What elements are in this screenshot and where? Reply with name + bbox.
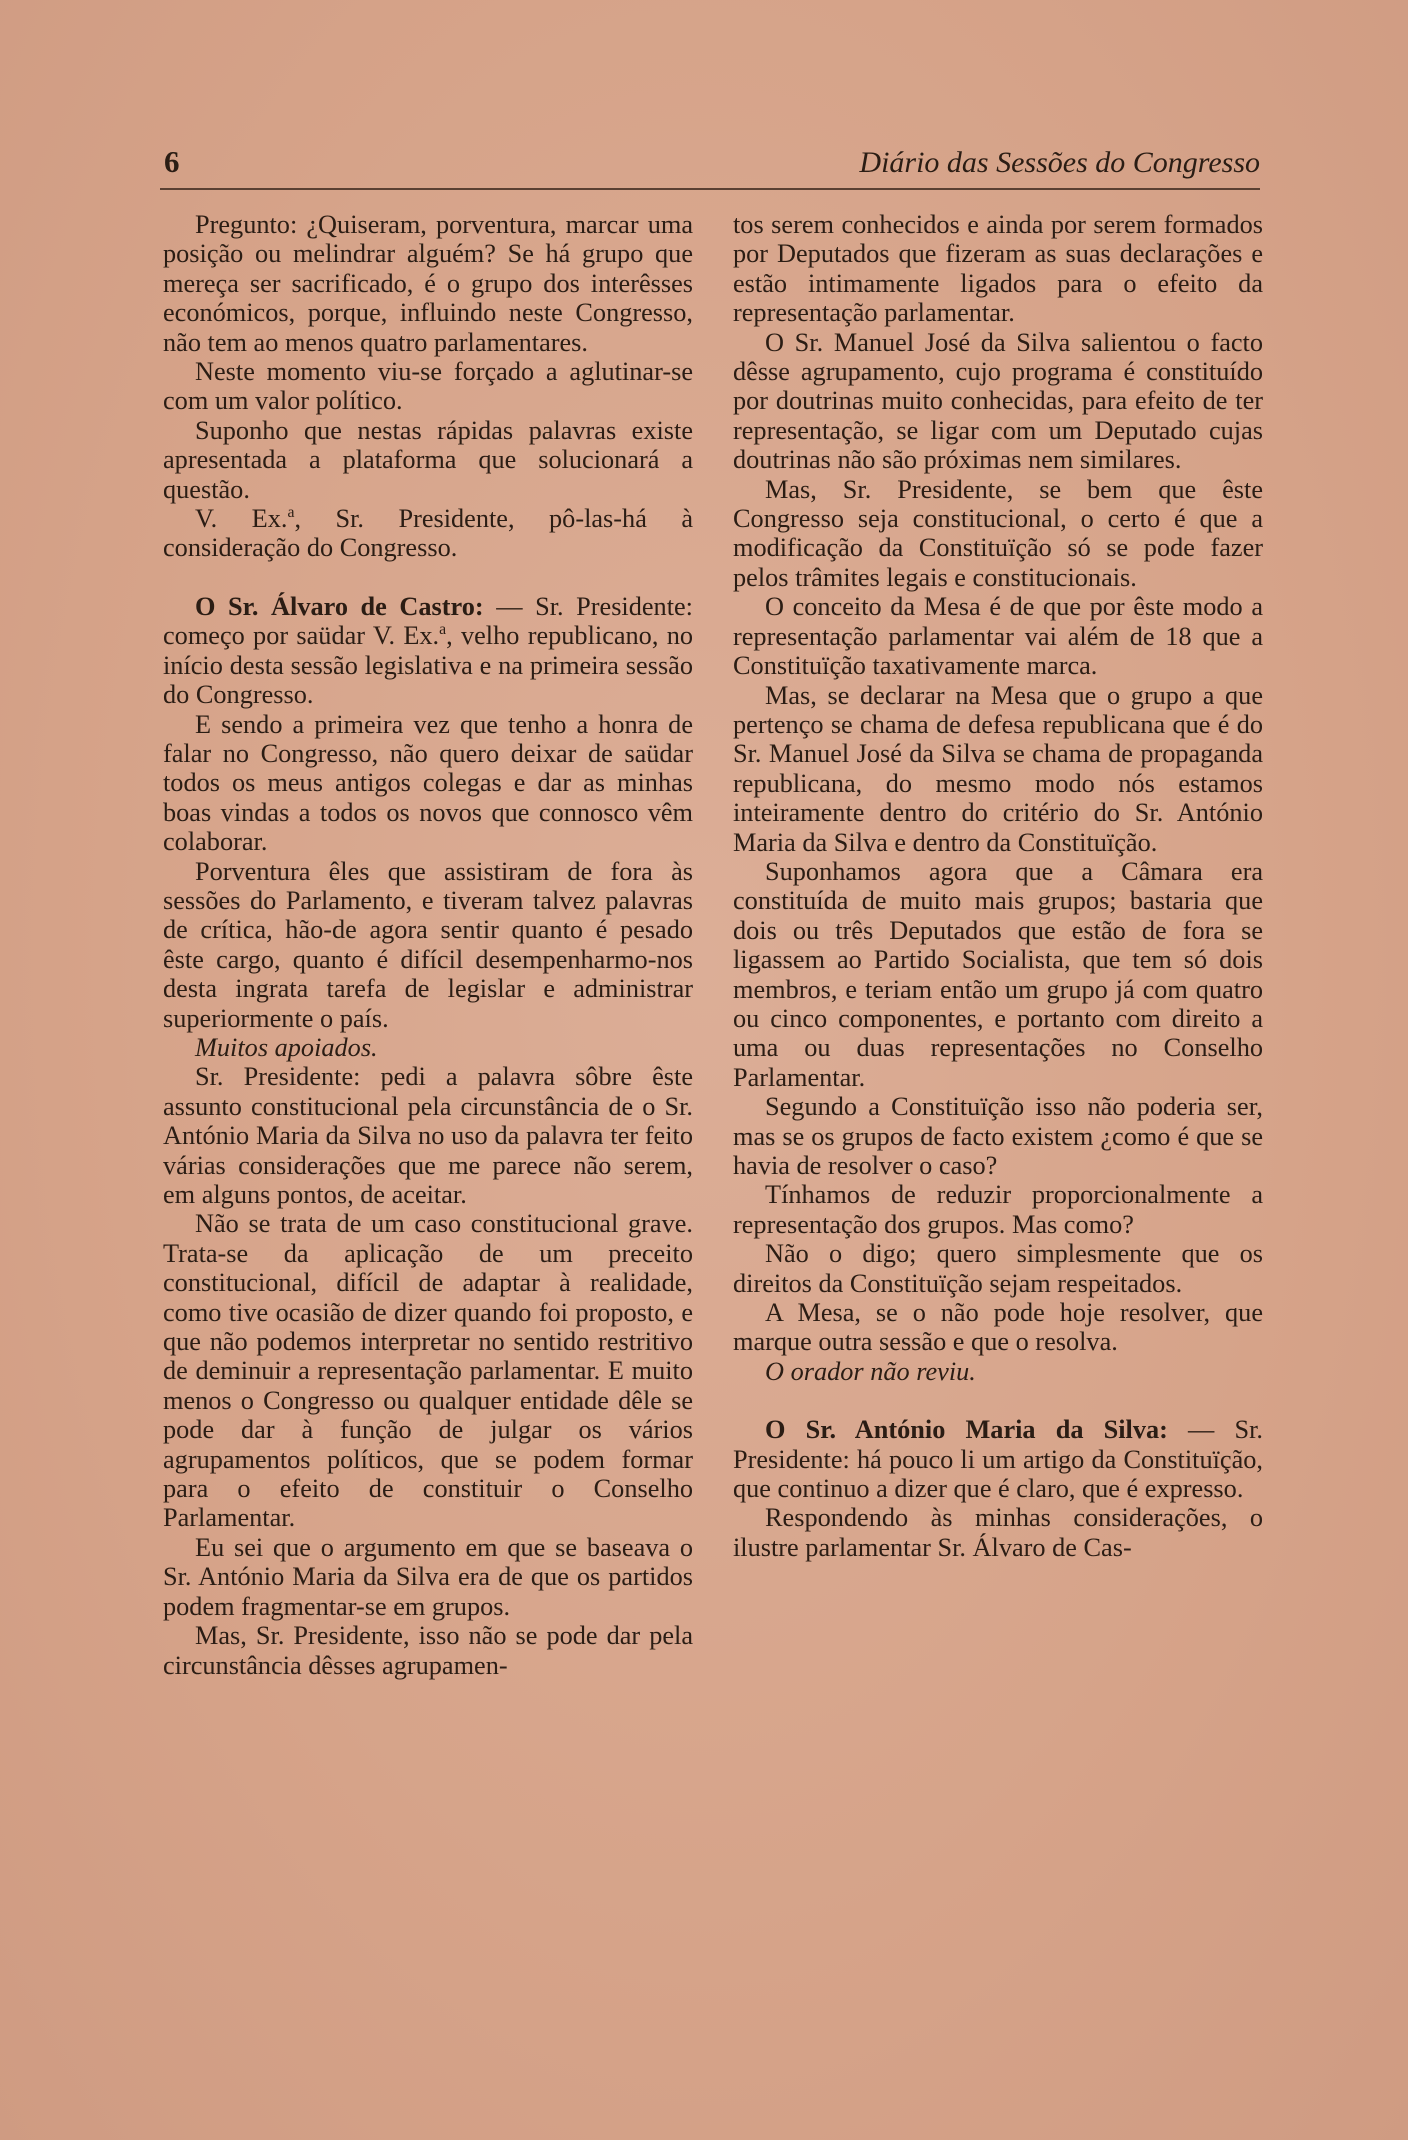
paragraph: Suponho que nestas rápidas palavras existe apresentada a plataforma que solucionará a questão. [163, 415, 693, 504]
paragraph: Pregunto: ¿Quiseram, porventura, marcar uma posição ou melindrar alguém? Se há grupo que mereça ser sacrificado, é o grupo dos interêsses económicos, porque, influindo neste Congresso, não tem ao menos quatro parlamentares. [163, 210, 693, 357]
speech-start [163, 592, 693, 710]
paragraph: Mas, se declarar na Mesa que o grupo a que pertenço se chama de defesa republicana que é do Sr. Manuel José da Silva se chama de propaganda republicana, do mesmo modo nós estamos inteiramente dentro do critério do Sr. António Maria da Silva e dentro da Constituïção. [733, 680, 1263, 857]
running-title: Diário das Sessões do Congresso [859, 146, 1260, 179]
speech-start [733, 1415, 1263, 1503]
text-run: — Sr. Presidente: começo por saüdar V. Ex. [163, 591, 693, 651]
text-run: , Sr. Presidente, pô-las-há à consideração do Congresso. [163, 504, 693, 563]
page-header [160, 140, 1260, 190]
paragraph: O conceito da Mesa é de que por êste modo a representação parlamentar vai além de 18 que a Constituïção taxativamente marca. [733, 592, 1263, 681]
paragraph: Não o digo; quero simplesmente que os direitos da Constituïção sejam respeitados. [733, 1239, 1263, 1298]
paragraph: Segundo a Constituïção isso não poderia ser, mas se os grupos de facto existem ¿como é que se havia de resolver o caso? [733, 1092, 1263, 1180]
paragraph: A Mesa, se o não pode hoje resolver, que marque outra sessão e que o resolva. [733, 1298, 1263, 1357]
paragraph: Eu sei que o argumento em que se baseava o Sr. António Maria da Silva era de que os partidos podem fragmentar-se em grupos. [163, 1532, 693, 1621]
text-run: V. Ex. [195, 504, 288, 534]
superscript: a [287, 504, 295, 522]
paragraph: tos serem conhecidos e ainda por serem formados por Deputados que fizeram as suas declarações e estão intimamente ligados para o efeito da representação parlamentar. [733, 210, 1263, 328]
speaker-name: O Sr. António Maria da Silva: [765, 1415, 1168, 1445]
superscript: a [439, 621, 447, 639]
left-column [163, 210, 693, 1680]
paragraph: Mas, Sr. Presidente, isso não se pode dar pela circunstância dêsses agrupamen- [163, 1621, 693, 1680]
paragraph: Tínhamos de reduzir proporcionalmente a representação dos grupos. Mas como? [733, 1180, 1263, 1239]
text-run: , velho republicano, no início desta sessão legislativa e na primeira sessão do Congresso. [163, 621, 693, 710]
stage-direction: O orador não reviu. [765, 1356, 976, 1386]
paragraph: O Sr. Manuel José da Silva salientou o facto dêsse agrupamento, cujo programa é constituído por doutrinas muito conhecidas, para efeito de ter representação, se ligar com um Deputado cujas doutrinas não são próximas nem similares. [733, 327, 1263, 475]
paragraph [163, 504, 693, 563]
text-run: — Sr. Presidente: há pouco li um artigo da Constituïção, que continuo a dizer que é claro, que é expresso. [733, 1415, 1264, 1504]
stage-direction: Muitos apoiados. [195, 1032, 378, 1062]
paragraph: Não se trata de um caso constitucional grave. Trata-se da aplicação de um preceito constitucional, difícil de adaptar à realidade, como tive ocasião de dizer quando foi proposto, e que não podemos interpretar no sentido restritivo de deminuir a representação parlamentar. E muito menos o Congresso ou qualquer entidade dêle se pode dar à função de julgar os vários agrupamentos políticos, que se podem formar para o efeito de constituir o Conselho Parlamentar. [163, 1209, 693, 1533]
page-number: 6 [164, 144, 180, 179]
paragraph: Respondendo às minhas considerações, o ilustre parlamentar Sr. Álvaro de Cas- [733, 1503, 1263, 1562]
paragraph: Porventura êles que assistiram de fora às sessões do Parlamento, e tiveram talvez palavras de crítica, hão-de agora sentir quanto é pesado êste cargo, quanto é difícil desempenharmo-nos desta ingrata tarefa de legislar e administrar superiormente o país. [163, 856, 693, 1033]
right-column [733, 210, 1263, 1562]
paragraph: Neste momento viu-se forçado a aglutinar-se com um valor político. [163, 357, 693, 416]
paragraph: Sr. Presidente: pedi a palavra sôbre êste assunto constitucional pela circunstância de o Sr. António Maria da Silva no uso da palavra ter feito várias considerações que me parece não serem, em alguns pontos, de aceitar. [163, 1062, 693, 1209]
paragraph: E sendo a primeira vez que tenho a honra de falar no Congresso, não quero deixar de saüdar todos os meus antigos colegas e dar as minhas boas vindas a todos os novos que connosco vêm colaborar. [163, 709, 693, 857]
paragraph: Suponhamos agora que a Câmara era constituída de muito mais grupos; bastaria que dois ou três Deputados que estão de fora se ligassem ao Partido Socialista, que tem só dois membros, e teriam então um grupo já com quatro ou cinco componentes, e portanto com direito a uma ou duas representações no Conselho Parlamentar. [733, 856, 1263, 1092]
speaker-name: O Sr. Álvaro de Castro: [195, 591, 484, 621]
paragraph: Mas, Sr. Presidente, se bem que êste Congresso seja constitucional, o certo é que a modificação da Constituïção só se pode fazer pelos trâmites legais e constitucionais. [733, 474, 1263, 592]
